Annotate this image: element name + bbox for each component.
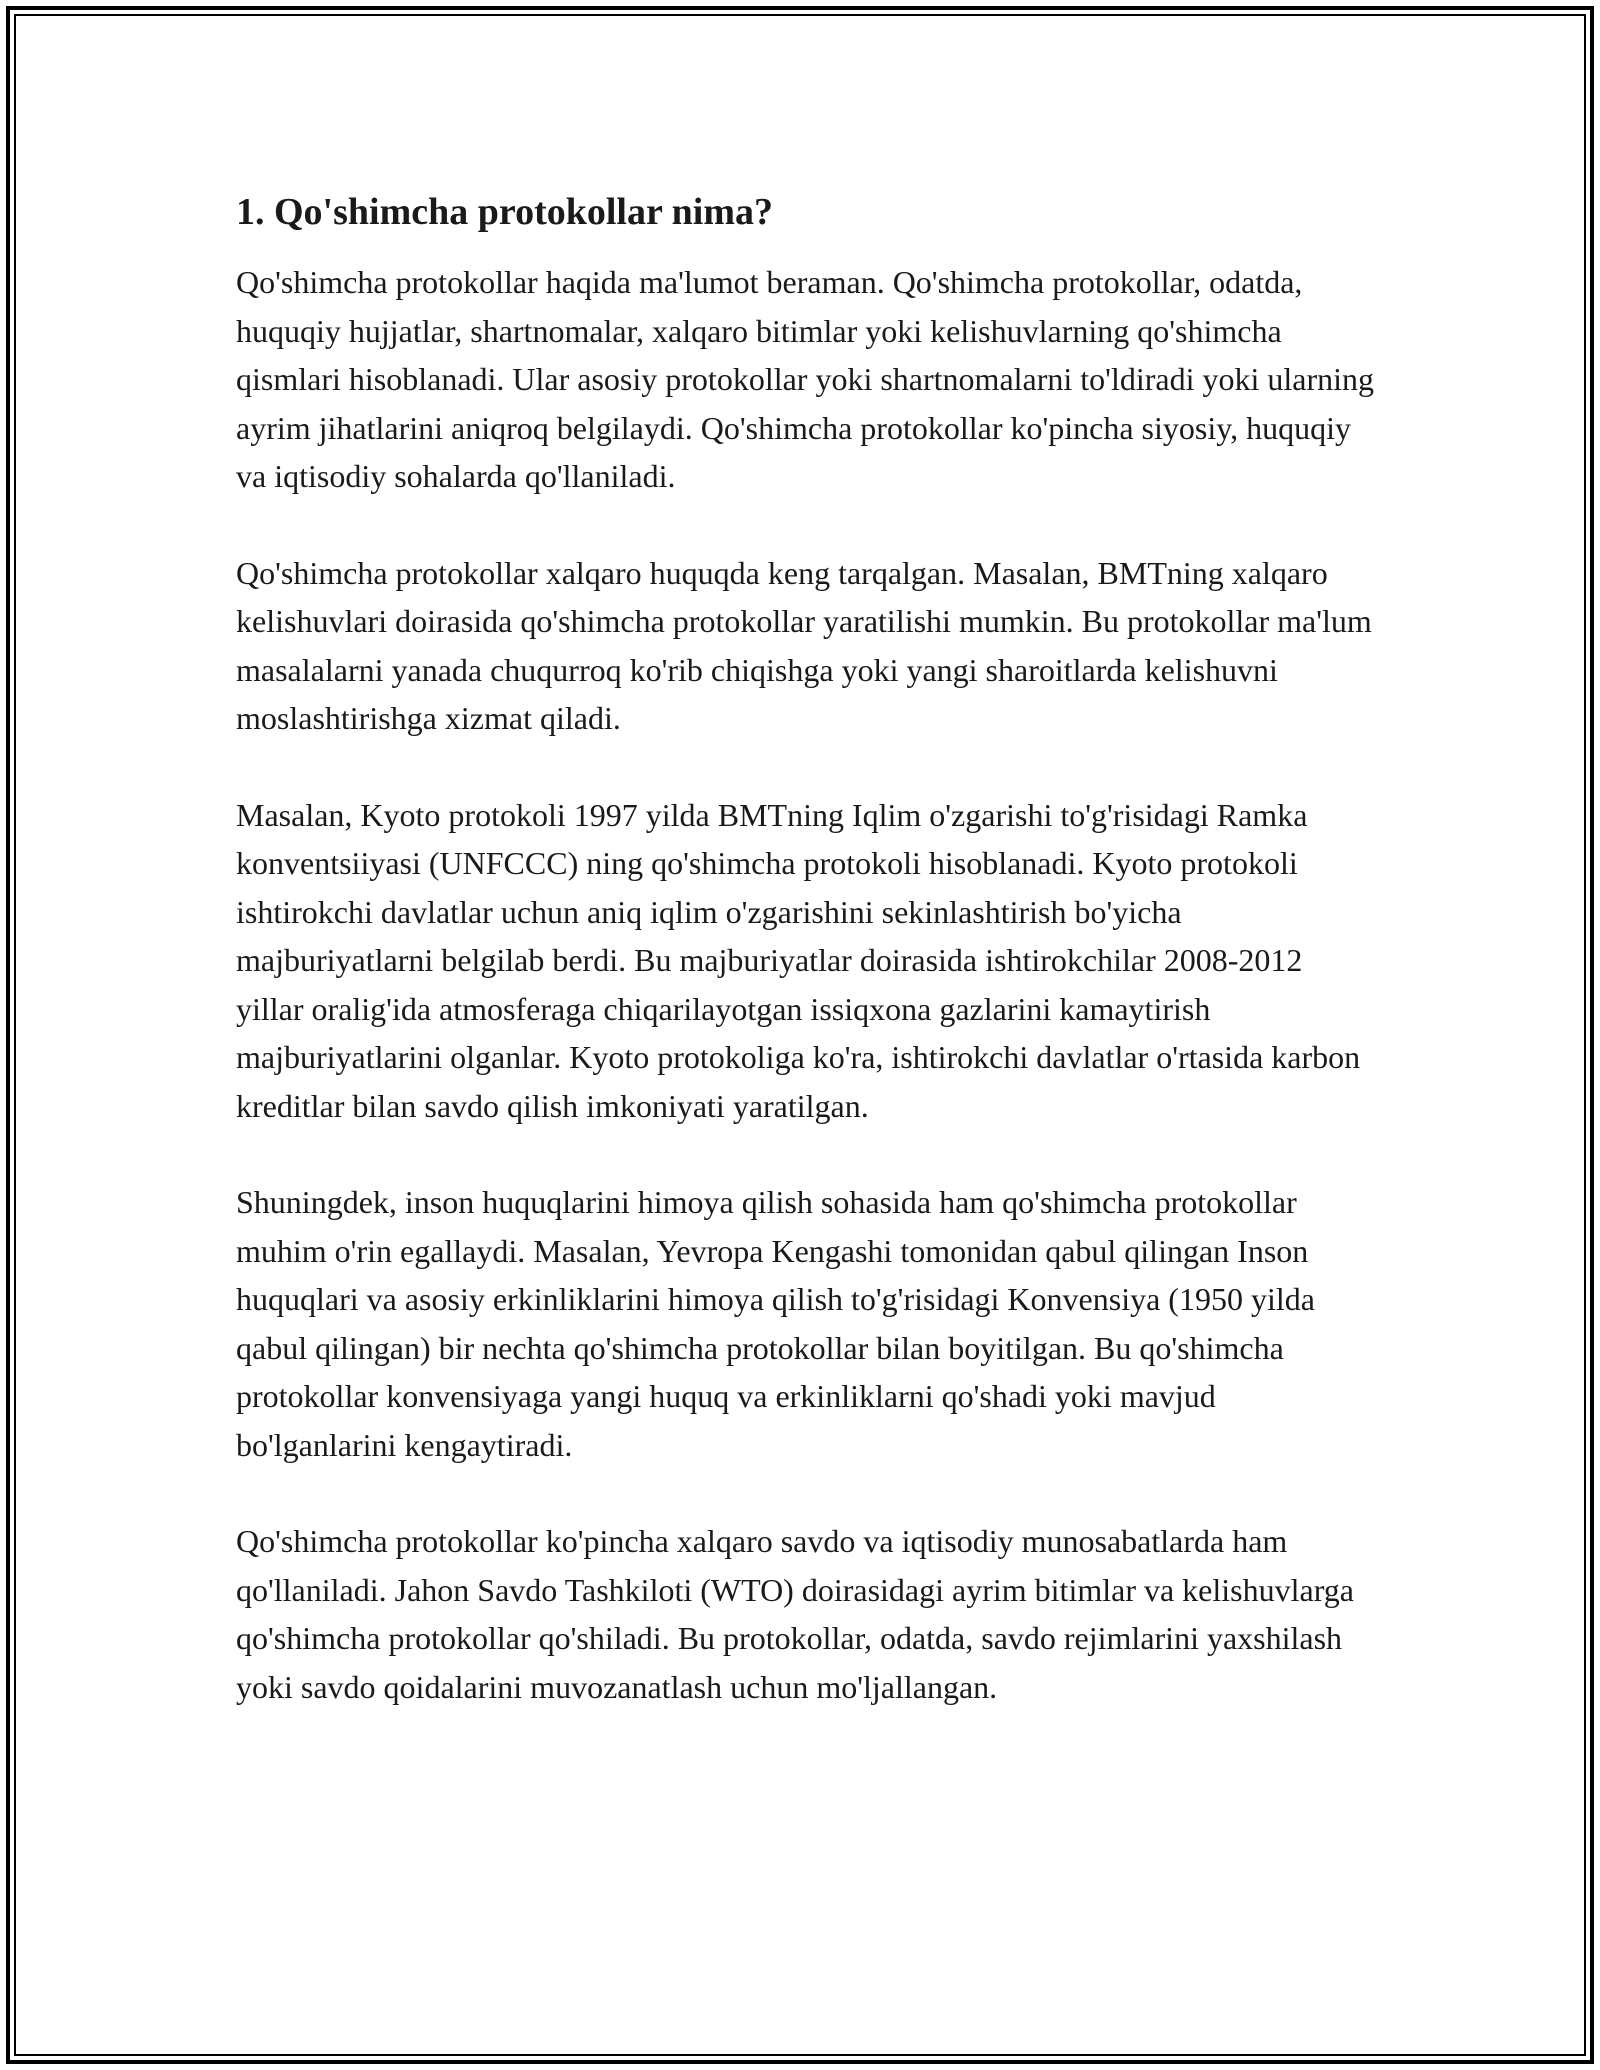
paragraph-kyoto-protocol: Masalan, Kyoto protokoli 1997 yilda BMTning Iqlim o'zgarishi to'g'risidagi Ramka konventsiiyasi (UNFCCC) ning qo'shimcha protokoli hisoblanadi. Kyoto protokoli ishtirokchi davlatlar uchun aniq iqlim o'zgarishini sekinlashtirish bo'yicha majburiyatlarni belgilab berdi. Bu majburiyatlar doirasida ishtirokchilar 2008-2012 yillar oralig'ida atmosferaga chiqarilayotgan issiqxona gazlarini kamaytirish majburiyatlarini olganlar. Kyoto protokoliga ko'ra, ishtirokchi davlatlar o'rtasida karbon kreditlar bilan savdo qilish imkoniyati yaratilgan. — [236, 796, 1361, 1124]
paragraph-trade: Qo'shimcha protokollar ko'pincha xalqaro savdo va iqtisodiy munosabatlarda ham qo'llaniladi. Jahon Savdo Tashkiloti (WTO) doirasidagi ayrim bitimlar va kelishuvlarga qo'shimcha protokollar qo'shiladi. Bu protokollar, odatda, savdo rejimlarini yaxshilash yoki savdo qoidalarini muvozanatlash uchun mo'ljallangan. — [236, 1523, 1354, 1705]
paragraph-human-rights: Shuningdek, inson huquqlarini himoya qilish sohasida ham qo'shimcha protokollar muhim o'rin egallaydi. Masalan, Yevropa Kengashi tomonidan qabul qilingan Inson huquqlari va asosiy erkinliklarini himoya qilish to'g'risidagi Konvensiya (1950 yilda qabul qilingan) bir nechta qo'shimcha protokollar bilan boyitilgan. Bu qo'shimcha protokollar konvensiyaga yangi huquq va erkinliklarni qo'shadi yoki mavjud bo'lganlarini kengaytiradi. — [236, 1184, 1315, 1463]
section-heading: 1. Qo'shimcha protokollar nima? — [236, 191, 773, 233]
document-body — [236, 186, 1376, 1759]
paragraph-intro: Qo'shimcha protokollar haqida ma'lumot beraman. Qo'shimcha protokollar, odatda, huquqiy hujjatlar, shartnomalar, xalqaro bitimlar yoki kelishuvlarning qo'shimcha qismlari hisoblanadi. Ular asosiy protokollar yoki shartnomalarni to'ldiradi yoki ularning ayrim jihatlarini aniqroq belgilaydi. Qo'shimcha protokollar ko'pincha siyosiy, huquqiy va iqtisodiy sohalarda qo'llaniladi. — [236, 264, 1374, 494]
paragraph-international-law: Qo'shimcha protokollar xalqaro huquqda keng tarqalgan. Masalan, BMTning xalqaro kelishuvlari doirasida qo'shimcha protokollar yaratilishi mumkin. Bu protokollar ma'lum masalalarni yanada chuqurroq ko'rib chiqishga yoki yangi sharoitlarda kelishuvni moslashtirishga xizmat qiladi. — [236, 554, 1372, 736]
